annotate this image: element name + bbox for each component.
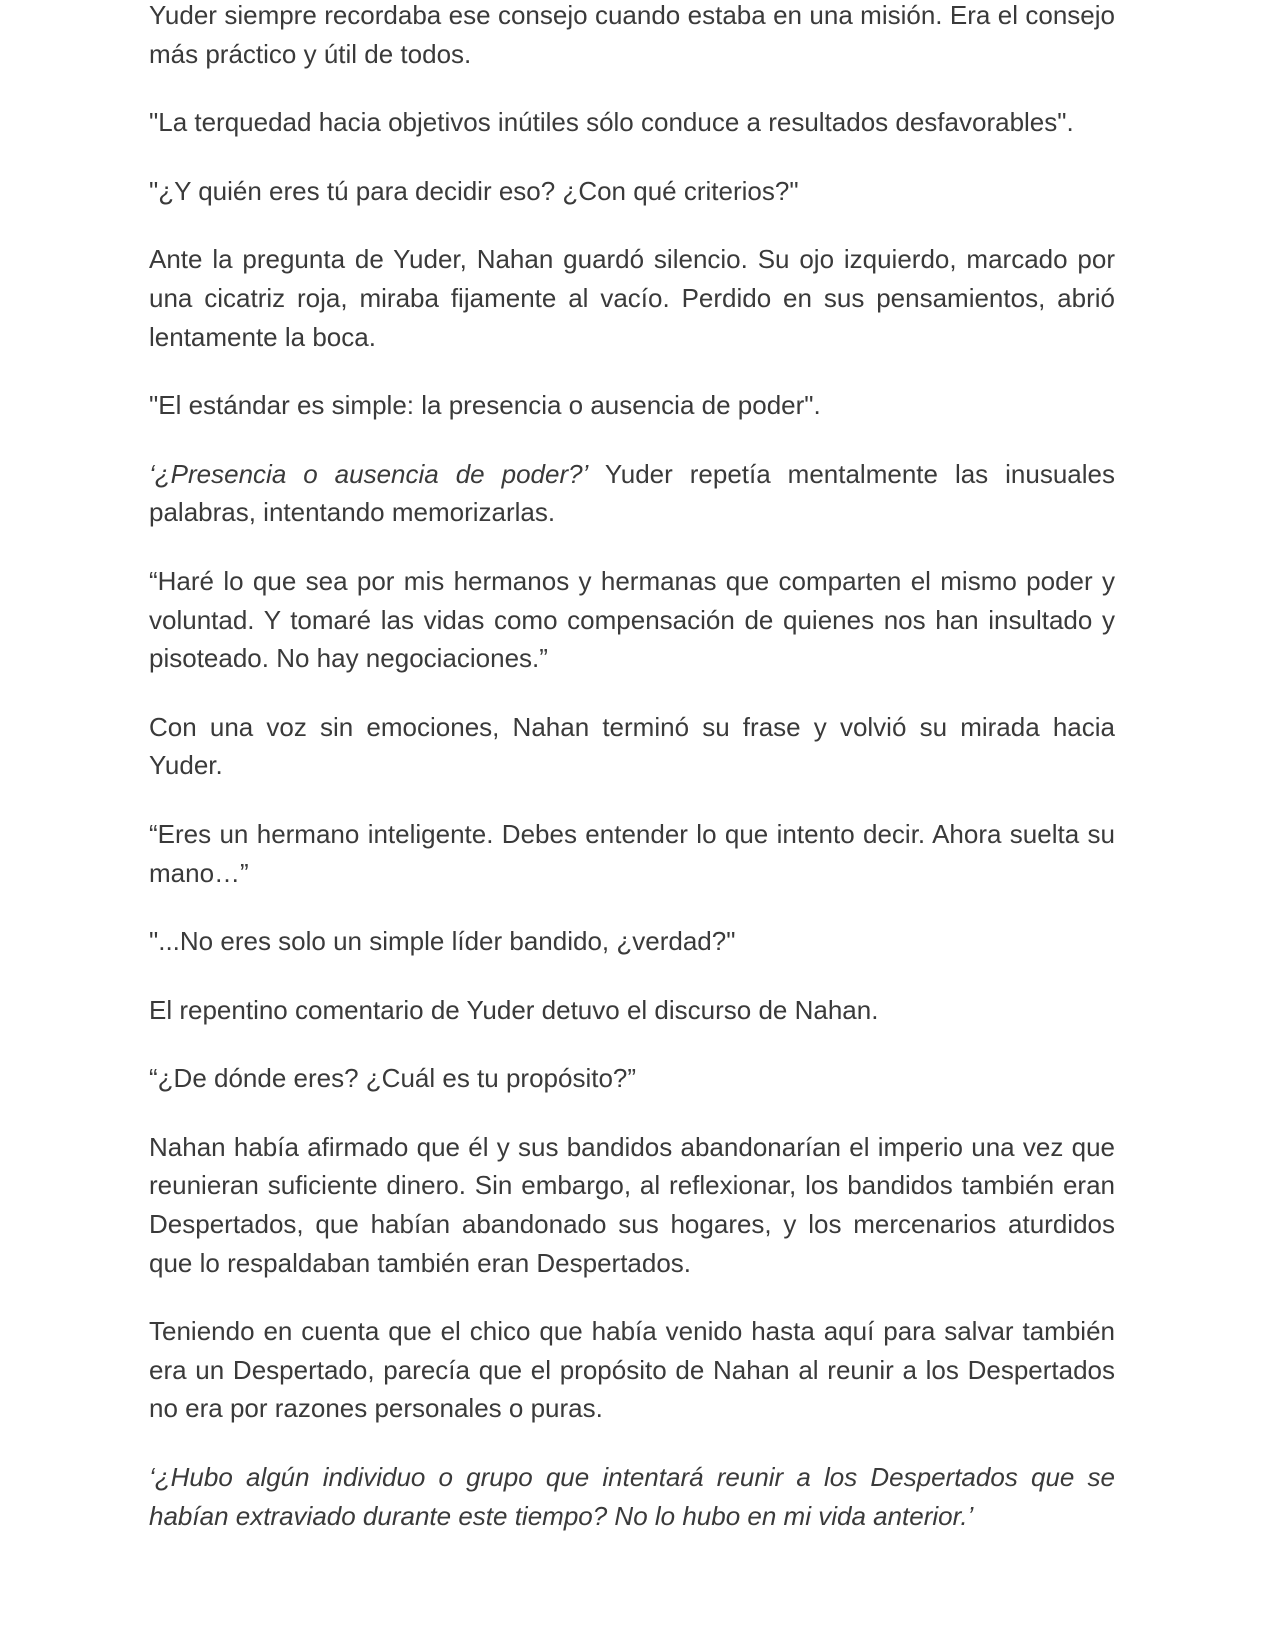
italic-thought: ‘¿Presencia o ausencia de poder?’ [149,458,589,489]
paragraph: El repentino comentario de Yuder detuvo el discurso de Nahan. [149,994,879,1025]
paragraph: “Haré lo que sea por mis hermanos y hermanas que comparten el mismo poder y voluntad. Y tomaré las vidas como compensación de quienes nos han insultado y pisoteado. No hay negociaciones.” [149,565,1115,674]
document-page [149,0,1115,1565]
paragraph: "...No eres solo un simple líder bandido, ¿verdad?" [149,926,736,957]
paragraph: “Eres un hermano inteligente. Debes entender lo que intento decir. Ahora suelta su mano…” [149,818,1115,888]
paragraph: Ante la pregunta de Yuder, Nahan guardó silencio. Su ojo izquierdo, marcado por una cicatriz roja, miraba fijamente al vacío. Perdido en sus pensamientos, abrió lentamente la boca. [149,244,1115,352]
paragraph: Yuder siempre recordaba ese consejo cuando estaba en una misión. Era el consejo más práctico y útil de todos. [149,0,1115,69]
paragraph: "El estándar es simple: la presencia o ausencia de poder". [149,390,821,421]
paragraph-text: Yuder repetía mentalmente las inusuales palabras, intentando memorizarlas. [149,458,1115,528]
paragraph: Con una voz sin emociones, Nahan terminó su frase y volvió su mirada hacia Yuder. [149,711,1115,781]
paragraph: "¿Y quién eres tú para decidir eso? ¿Con qué criterios?" [149,175,799,206]
italic-paragraph: ‘¿Hubo algún individuo o grupo que intentará reunir a los Despertados que se habían extraviado durante este tiempo? No lo hubo en mi vida anterior.’ [149,1462,1115,1531]
paragraph: Teniendo en cuenta que el chico que había venido hasta aquí para salvar también era un Despertado, parecía que el propósito de Nahan al reunir a los Despertados no era por razones personales o puras. [149,1316,1115,1424]
paragraph: Nahan había afirmado que él y sus bandidos abandonarían el imperio una vez que reunieran suficiente dinero. Sin embargo, al reflexionar, los bandidos también eran Despertados, que habían abandonado sus hogares, y los mercenarios aturdidos que lo respaldaban también eran Despertados. [149,1131,1115,1278]
paragraph: "La terquedad hacia objetivos inútiles sólo conduce a resultados desfavorables". [149,107,1074,138]
paragraph [149,455,1115,532]
paragraph: “¿De dónde eres? ¿Cuál es tu propósito?” [149,1063,637,1094]
